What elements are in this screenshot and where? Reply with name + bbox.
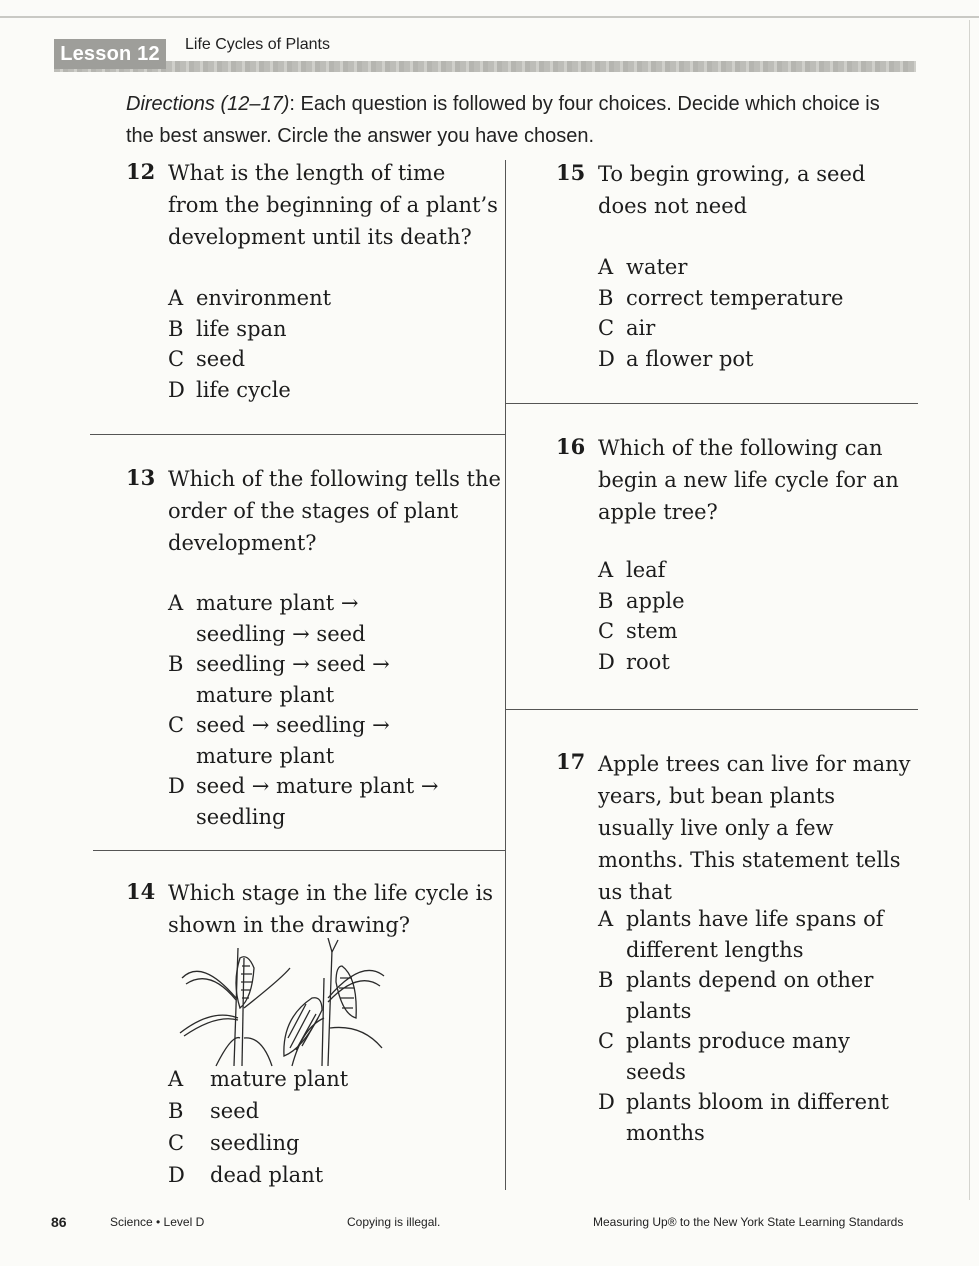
choice-letter: B — [168, 652, 184, 676]
choice-12b[interactable] — [168, 314, 488, 345]
directions — [126, 88, 886, 152]
divider-16-17 — [506, 709, 918, 710]
choice-16d[interactable] — [598, 647, 898, 678]
choice-text: leaf — [626, 558, 666, 582]
choice-text: mature plant — [210, 1067, 349, 1091]
choice-letter: C — [168, 713, 185, 737]
choice-text: seedling → seed → mature plant — [196, 652, 390, 707]
question-12-text: What is the length of time from the beginning of a plant’s development until its death? — [168, 161, 498, 249]
choice-text: life span — [196, 316, 287, 341]
choice-16b[interactable] — [598, 586, 898, 617]
page-edge — [969, 20, 970, 1200]
lesson-label: Lesson 12 — [54, 39, 166, 69]
choice-16c[interactable] — [598, 616, 898, 647]
choice-17d[interactable] — [598, 1087, 908, 1148]
choice-text: seed — [196, 347, 246, 371]
choice-13c[interactable] — [168, 710, 453, 771]
choice-letter: D — [168, 774, 185, 798]
divider-15-16 — [506, 403, 918, 404]
question-15-choices — [598, 252, 908, 374]
choice-text: plants bloom in different months — [626, 1090, 889, 1145]
divider-12-13 — [90, 434, 506, 435]
directions-text: : Each question is followed by four choices. Decide which choice is the best answer. Circle the answer you have chosen. — [126, 93, 880, 147]
choice-16a[interactable] — [598, 555, 898, 586]
question-16-number: 16 — [556, 434, 586, 459]
divider-13-14 — [93, 850, 506, 851]
choice-text: air — [626, 316, 656, 340]
choice-letter: C — [598, 1029, 615, 1053]
question-12-choices — [168, 283, 488, 405]
lesson-band — [54, 61, 916, 72]
choice-letter: C — [168, 1131, 185, 1155]
choice-letter: D — [598, 346, 615, 371]
choice-letter: B — [168, 316, 184, 341]
choice-letter: B — [598, 285, 614, 310]
question-14-text: Which stage in the life cycle is shown in the drawing? — [168, 881, 494, 937]
question-15-text: To begin growing, a seed does not need — [598, 162, 866, 218]
choice-letter: A — [168, 286, 184, 310]
choice-text: dead plant — [210, 1163, 324, 1187]
choice-letter: C — [598, 316, 615, 340]
choice-13b[interactable] — [168, 649, 453, 710]
choice-text: seed — [210, 1099, 260, 1123]
choice-text: life cycle — [196, 377, 291, 402]
choice-17b[interactable] — [598, 965, 908, 1026]
choice-letter: D — [598, 1090, 615, 1114]
choice-14c[interactable] — [168, 1127, 468, 1159]
question-17-choices — [598, 904, 908, 1148]
choice-text: plants depend on other plants — [626, 968, 874, 1023]
question-13-text: Which of the following tells the order of the stages of plant development? — [168, 467, 501, 555]
choice-text: plants produce many seeds — [626, 1029, 850, 1084]
choice-text: root — [626, 649, 670, 674]
choice-text: stem — [626, 619, 678, 643]
question-17-text: Apple trees can live for many years, but bean plants usually live only a few months. This statement tells us that — [598, 752, 911, 904]
top-rule — [0, 16, 979, 18]
choice-letter: B — [598, 968, 614, 992]
footer-publisher: Measuring Up® to the New York State Learning Standards — [593, 1215, 904, 1229]
corn-plant-drawing — [172, 938, 392, 1068]
choice-letter: B — [168, 1099, 184, 1123]
question-13-choices — [168, 588, 453, 832]
choice-12d[interactable] — [168, 375, 488, 406]
choice-letter: B — [598, 588, 614, 613]
page-number: 86 — [51, 1214, 67, 1230]
question-16-choices — [598, 555, 898, 677]
choice-15a[interactable] — [598, 252, 908, 283]
question-15-number: 15 — [556, 160, 586, 185]
choice-text: water — [626, 255, 688, 279]
lesson-title: Life Cycles of Plants — [185, 36, 330, 53]
choice-15c[interactable] — [598, 313, 908, 344]
question-13-number: 13 — [126, 465, 156, 490]
directions-label: Directions (12–17) — [126, 93, 290, 115]
footer-copy-notice: Copying is illegal. — [347, 1215, 441, 1229]
choice-text: seed → mature plant → seedling — [196, 774, 439, 829]
choice-12c[interactable] — [168, 344, 488, 375]
choice-12a[interactable] — [168, 283, 488, 314]
choice-14d[interactable] — [168, 1159, 468, 1191]
choice-14b[interactable] — [168, 1095, 468, 1127]
question-16-text: Which of the following can begin a new life cycle for an apple tree? — [598, 436, 899, 524]
choice-17c[interactable] — [598, 1026, 908, 1087]
choice-text: plants have life spans of different lengths — [626, 907, 884, 962]
choice-letter: C — [168, 347, 185, 371]
question-17-number: 17 — [556, 749, 586, 774]
choice-letter: A — [598, 907, 614, 931]
choice-text: a flower pot — [626, 346, 754, 371]
choice-letter: D — [168, 1163, 185, 1187]
corn-ear — [284, 998, 322, 1056]
choice-14a[interactable] — [168, 1063, 468, 1095]
choice-letter: D — [168, 377, 185, 402]
choice-17a[interactable] — [598, 904, 908, 965]
choice-text: apple — [626, 588, 685, 613]
choice-letter: C — [598, 619, 615, 643]
choice-13a[interactable] — [168, 588, 453, 649]
choice-letter: A — [168, 1067, 184, 1091]
question-14-number: 14 — [126, 879, 156, 904]
choice-text: correct temperature — [626, 285, 844, 310]
question-14-choices — [168, 1063, 468, 1191]
choice-15d[interactable] — [598, 344, 908, 375]
choice-letter: A — [598, 558, 614, 582]
question-12-number: 12 — [126, 159, 156, 184]
choice-text: mature plant → seedling → seed — [196, 591, 366, 646]
choice-text: environment — [196, 286, 332, 310]
choice-text: seed → seedling → mature plant — [196, 713, 390, 768]
choice-letter: A — [598, 255, 614, 279]
choice-15b[interactable] — [598, 283, 908, 314]
choice-13d[interactable] — [168, 771, 453, 832]
choice-text: seedling — [210, 1131, 300, 1155]
column-divider — [505, 160, 506, 1190]
choice-letter: D — [598, 649, 615, 674]
footer-subject: Science • Level D — [110, 1215, 205, 1229]
choice-letter: A — [168, 591, 184, 615]
